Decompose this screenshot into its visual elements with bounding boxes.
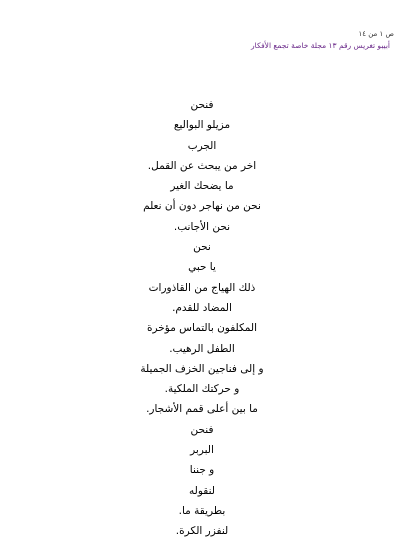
- poem-body: [0, 95, 404, 542]
- poem-line: الجرب: [187, 139, 217, 152]
- poem-line: الطفل الرهيب.: [169, 342, 235, 355]
- poem-line: البربر: [190, 444, 214, 457]
- poem-line: اخر من يبحث عن القمل.: [147, 159, 257, 172]
- page-number: ص ١ من ١٤: [358, 30, 394, 38]
- poem-line: و حركتك الملكية.: [164, 383, 240, 396]
- poem-line: لنقوله: [189, 484, 215, 497]
- poem-line: ما يضحك الغير: [170, 180, 234, 193]
- poem-line: ما بين أعلى قمم الأشجار.: [146, 403, 258, 416]
- poem-line: و جننا: [189, 464, 215, 477]
- poem-line: فنحن: [190, 99, 214, 111]
- poem-line: و إلى فناجين الخزف الجميلة: [140, 362, 264, 375]
- poem-line: بطريقة ما.: [178, 504, 226, 517]
- poem-line: يا حبي: [188, 261, 216, 274]
- poem-line: ذلك الهياج من القاذورات: [148, 281, 256, 294]
- poem-line: نحن الأجانب.: [173, 220, 231, 233]
- poem-line: فنحن: [190, 423, 214, 436]
- poem-line: مزيلو البواليع: [173, 119, 231, 132]
- poem-line: لنفزر الكرة.: [175, 525, 229, 538]
- poem-line: المكلفون بالتماس مؤخرة: [147, 322, 257, 335]
- poem-line: نحن: [193, 241, 211, 254]
- document-header: أبيبو تغريس رقم ١٣ مجلة خاصة تجمع الأفكار: [251, 41, 390, 50]
- poem-line: نحن من نهاجر دون أن نعلم: [143, 200, 261, 213]
- poem-line: المضاد للقدم.: [172, 301, 232, 314]
